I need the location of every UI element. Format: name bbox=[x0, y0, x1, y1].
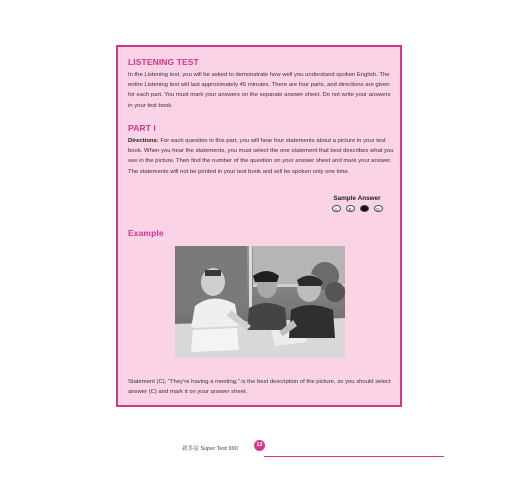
directions-label: Directions: bbox=[128, 138, 159, 144]
directions-text: For each question in this part, you will hear four statements about a picture in your test book. When you hear the statements, you must select the one statement that best describes what you see in the picture. Then find the number of the question on your answer sheet and mark your answer. The statements will not be printed in your test book and will be spoken only one time. bbox=[128, 138, 394, 175]
example-caption: Statement (C), “They’re having a meeting,” is the best description of the picture, so you should select answer (C) and mark it on your answer sheet. bbox=[128, 379, 391, 396]
sample-answer-title: Sample Answer bbox=[333, 195, 381, 202]
footer-book-title: 新多益 Super Test 990 bbox=[182, 446, 238, 452]
listening-test-panel bbox=[116, 45, 402, 407]
meeting-photo-illustration bbox=[175, 246, 345, 358]
part-one-directions bbox=[128, 136, 396, 177]
answer-bubble-b: B bbox=[346, 205, 355, 212]
answer-bubble-c: C bbox=[360, 205, 369, 212]
footer-rule bbox=[264, 456, 444, 457]
listening-test-heading: LISTENING TEST bbox=[128, 57, 199, 67]
answer-bubbles bbox=[322, 205, 392, 212]
part-one-heading: PART I bbox=[128, 123, 156, 133]
example-heading: Example bbox=[128, 228, 164, 238]
sample-answer bbox=[322, 195, 392, 212]
listening-test-intro: In the Listening test, you will be asked to demonstrate how well you understand spoken English. The entire Listening test will last approximately 45 minutes. There are four parts, and directions are given for each part. You must mark your answers on the separate answer sheet. Do not write your answers in your test book. bbox=[128, 72, 391, 109]
answer-bubble-a: A bbox=[332, 205, 341, 212]
answer-bubble-d: D bbox=[374, 205, 383, 212]
example-photo bbox=[175, 246, 345, 358]
page-number-badge: 12 bbox=[254, 440, 265, 451]
